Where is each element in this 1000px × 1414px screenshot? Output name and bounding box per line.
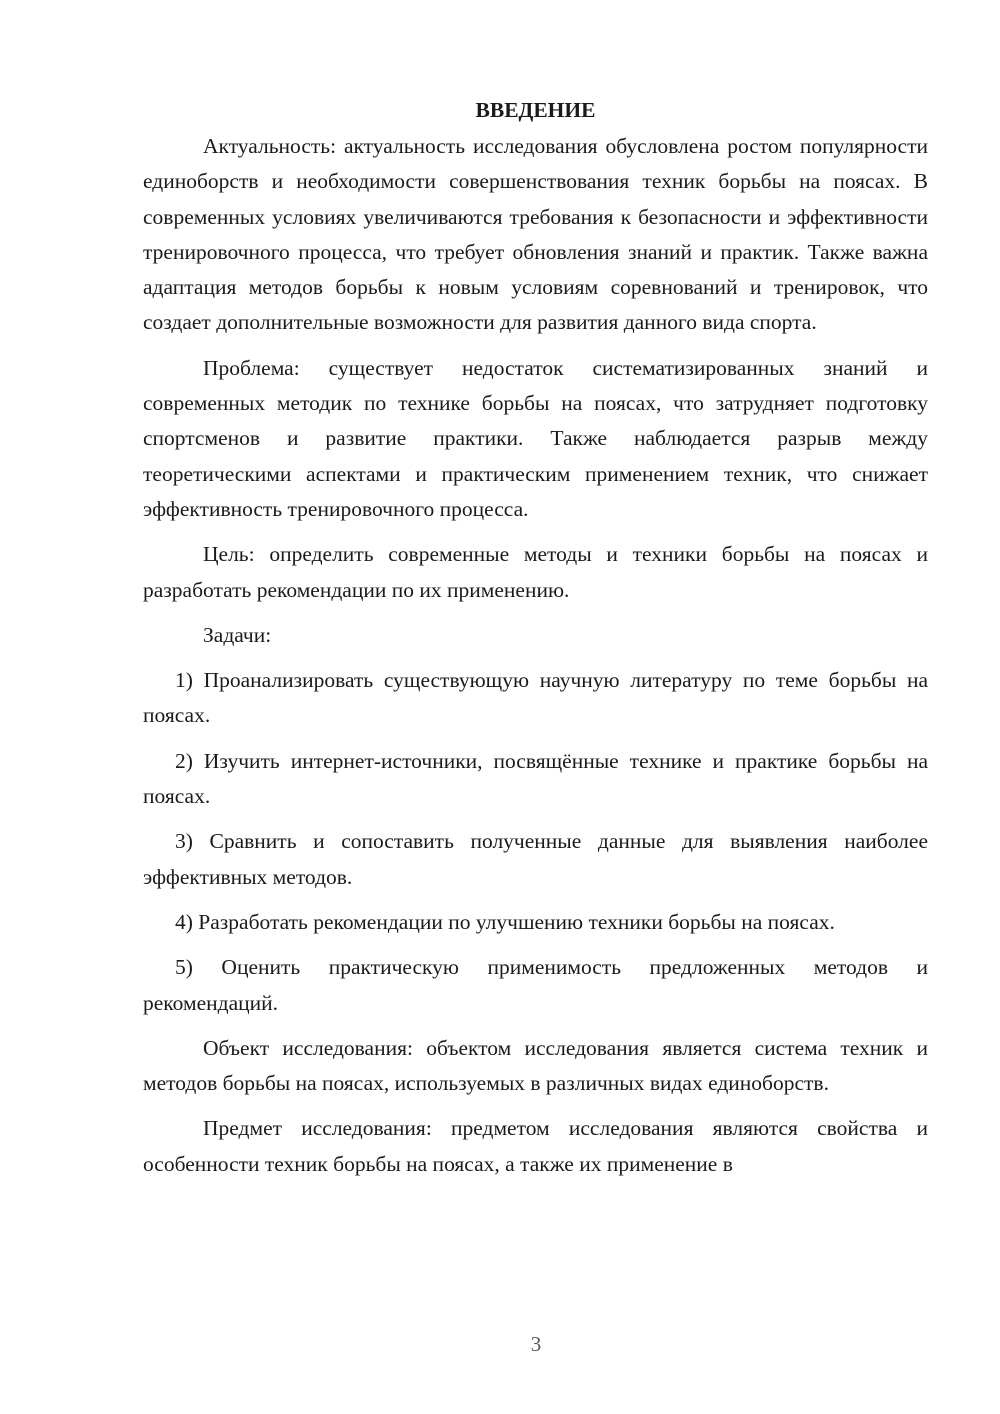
list-item: 3) Сравнить и сопоставить полученные данные для выявления наиболее эффективных методов. bbox=[143, 829, 928, 889]
page-number: 3 bbox=[530, 1332, 542, 1356]
list-item: 2) Изучить интернет-источники, посвящённые технике и практике борьбы на поясах. bbox=[143, 748, 928, 809]
paragraph-relevance: Актуальность: актуальность исследования обусловлена ростом популярности единоборств и необходимости совершенствования техник борьбы на поясах. В современных условиях увеличиваются требования к безопасности и эффективности тренировочного процесса, что требует обновления знаний и практик. Также важна адаптация методов борьбы к новым условиям соревнований и тренировок, что создает дополнительные возможности для развития данного вида спорта. bbox=[143, 134, 928, 335]
document-page bbox=[143, 92, 928, 1192]
paragraph-tasks-heading: Задачи: bbox=[203, 622, 272, 647]
page-title: ВВЕДЕНИЕ bbox=[475, 98, 596, 122]
paragraph-subject: Предмет исследования: предметом исследования являются свойства и особенности техник борьбы на поясах, а также их применение в bbox=[143, 1116, 928, 1176]
paragraph-goal: Цель: определить современные методы и техники борьбы на поясах и разработать рекомендации по их применению. bbox=[143, 542, 928, 602]
list-item: 5) Оценить практическую применимость предложенных методов и рекомендаций. bbox=[143, 955, 928, 1015]
paragraph-problem: Проблема: существует недостаток систематизированных знаний и современных методик по технике борьбы на поясах, что затрудняет подготовку спортсменов и развитие практики. Также наблюдается разрыв между теоретическими аспектами и практическим применением техник, что снижает эффективность тренировочного процесса. bbox=[143, 355, 928, 521]
list-item: 1) Проанализировать существующую научную литературу по теме борьбы на поясах. bbox=[143, 668, 928, 728]
paragraph-object: Объект исследования: объектом исследования является система техник и методов борьбы на поясах, используемых в различных видах единоборств. bbox=[143, 1035, 928, 1096]
list-item: 4) Разработать рекомендации по улучшению техники борьбы на поясах. bbox=[175, 909, 835, 934]
